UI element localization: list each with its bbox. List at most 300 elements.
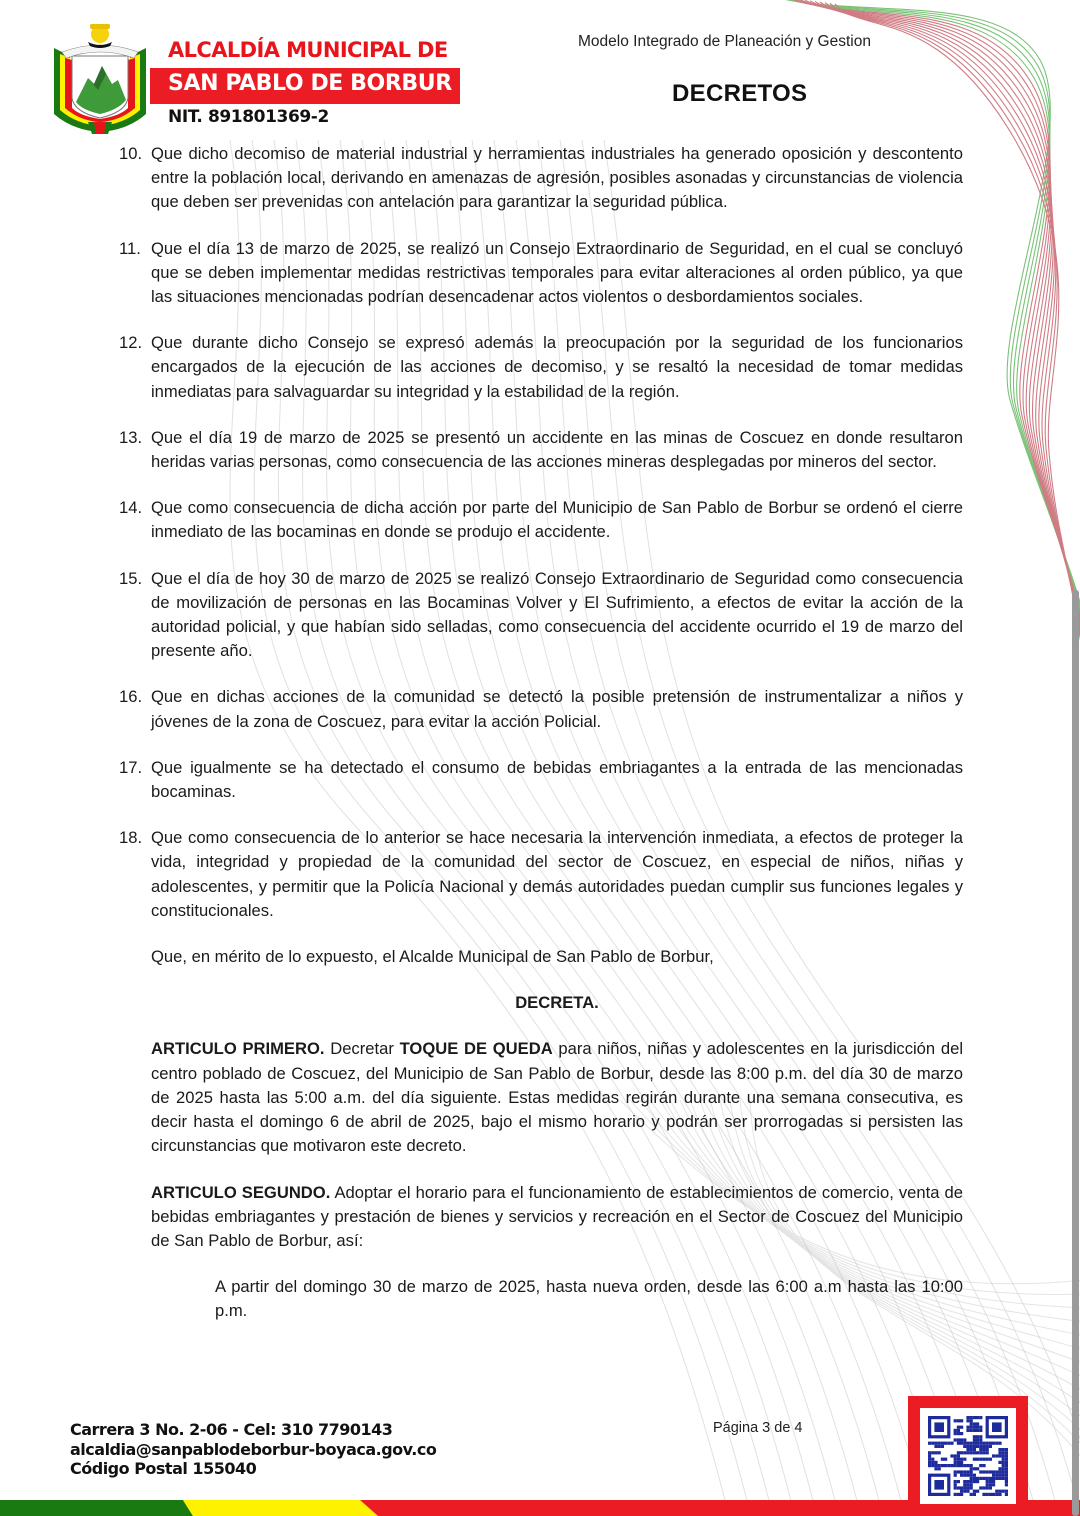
qr-module — [954, 1483, 957, 1486]
qr-module — [970, 1419, 973, 1422]
qr-module — [973, 1480, 976, 1483]
qr-module — [973, 1477, 976, 1480]
item-text: Que el día 13 de marzo de 2025, se realizó un Consejo Extraordinario de Seguridad, en el cual se concluyó que se deben implementar medidas restrictivas temporales para evitar alteraciones al orden público, ya que las situaciones mencionadas podrían desencadenar actos violentos o desbordamientos sociales. — [151, 238, 963, 307]
qr-module — [998, 1451, 1001, 1454]
qr-module — [1002, 1448, 1005, 1451]
qr-module — [973, 1445, 976, 1448]
item-number: 17. — [119, 757, 143, 777]
qr-module — [995, 1442, 998, 1445]
item-text: Que como consecuencia de dicha acción por parte del Municipio de San Pablo de Borbur se ordenó el cierre inmediato de las bocaminas en donde se produjo el accidente. — [151, 498, 963, 542]
qr-module — [963, 1458, 966, 1461]
qr-module — [982, 1445, 985, 1448]
qr-module — [931, 1442, 934, 1445]
qr-module — [934, 1461, 937, 1464]
qr-module — [966, 1419, 969, 1422]
qr-module — [960, 1464, 963, 1467]
qr-module — [963, 1438, 966, 1441]
item-text: Que en dichas acciones de la comunidad se detectó la posible pretensión de instrumentalizar a niños y jóvenes de la zona de Coscuez, para evitar la acción Policial. — [151, 687, 963, 731]
article-segundo — [119, 1181, 963, 1254]
qr-module — [963, 1474, 966, 1477]
qr-module — [989, 1493, 992, 1496]
band-yellow — [183, 1500, 378, 1516]
qr-module — [973, 1416, 976, 1419]
qr-module — [944, 1464, 947, 1467]
qr-module — [954, 1454, 957, 1457]
qr-module — [982, 1493, 985, 1496]
qr-module — [973, 1467, 976, 1470]
qr-module — [970, 1416, 973, 1419]
qr-module — [963, 1470, 966, 1473]
qr-module — [960, 1426, 963, 1429]
consideration-item — [119, 331, 963, 404]
qr-module — [957, 1470, 960, 1473]
qr-module — [1002, 1470, 1005, 1473]
qr-module — [998, 1490, 1001, 1493]
qr-module — [998, 1474, 1001, 1477]
qr-module — [934, 1445, 937, 1448]
qr-module — [989, 1442, 992, 1445]
qr-module — [957, 1432, 960, 1435]
qr-module — [954, 1493, 957, 1496]
qr-module — [960, 1451, 963, 1454]
qr-module — [1005, 1467, 1008, 1470]
considerations-list — [119, 142, 963, 923]
qr-module — [963, 1442, 966, 1445]
qr-module — [954, 1480, 957, 1483]
qr-module — [954, 1419, 957, 1422]
qr-module — [950, 1464, 953, 1467]
item-number: 13. — [119, 427, 143, 447]
qr-module — [979, 1448, 982, 1451]
qr-module — [970, 1451, 973, 1454]
qr-module — [960, 1474, 963, 1477]
qr-module — [970, 1445, 973, 1448]
qr-module — [960, 1461, 963, 1464]
qr-module — [963, 1483, 966, 1486]
qr-module — [976, 1451, 979, 1454]
qr-module — [976, 1490, 979, 1493]
qr-module — [982, 1477, 985, 1480]
qr-module — [992, 1474, 995, 1477]
qr-module — [1002, 1451, 1005, 1454]
qr-module — [960, 1490, 963, 1493]
qr-module — [954, 1458, 957, 1461]
qr-module — [979, 1442, 982, 1445]
qr-module — [1005, 1490, 1008, 1493]
qr-module — [938, 1467, 941, 1470]
qr-module — [928, 1458, 931, 1461]
qr-module — [1005, 1483, 1008, 1486]
qr-code[interactable] — [928, 1416, 1008, 1496]
qr-module — [989, 1458, 992, 1461]
qr-module — [973, 1493, 976, 1496]
qr-module — [986, 1483, 989, 1486]
qr-module — [973, 1442, 976, 1445]
qr-module — [973, 1426, 976, 1429]
qr-module — [986, 1493, 989, 1496]
qr-module — [998, 1467, 1001, 1470]
consideration-item — [119, 496, 963, 544]
qr-module — [979, 1477, 982, 1480]
qr-module — [1002, 1458, 1005, 1461]
qr-module — [970, 1470, 973, 1473]
qr-module — [998, 1448, 1001, 1451]
item-text: Que el día de hoy 30 de marzo de 2025 se realizó Consejo Extraordinario de Seguridad como consecuencia de movilización de personas en las Bocaminas Volver y El Sufrimiento, a efectos de evitar la acción de la autoridad policial, y que habían sido selladas, como consecuencia del accidente ocurrido el 19 de marzo del presente año. — [151, 568, 963, 661]
qr-module — [963, 1486, 966, 1489]
qr-module — [931, 1451, 934, 1454]
qr-module — [979, 1470, 982, 1473]
item-number: 11. — [119, 238, 141, 258]
municipal-crest-logo — [48, 18, 152, 134]
qr-module — [970, 1474, 973, 1477]
header-doc-type: DECRETOS — [672, 80, 808, 107]
qr-module — [960, 1470, 963, 1473]
qr-module — [973, 1451, 976, 1454]
consideration-item — [119, 567, 963, 664]
brand-name-line1: ALCALDÍA MUNICIPAL DE — [168, 38, 448, 62]
qr-module — [947, 1442, 950, 1445]
qr-module — [966, 1448, 969, 1451]
qr-module — [973, 1448, 976, 1451]
brand-nit: NIT. 891801369-2 — [168, 107, 329, 127]
footer-email[interactable]: alcaldia@sanpablodeborbur-boyaca.gov.co — [70, 1439, 437, 1459]
qr-module — [986, 1480, 989, 1483]
consideration-item — [119, 237, 963, 310]
item-number: 18. — [119, 828, 143, 848]
qr-module — [957, 1451, 960, 1454]
qr-module — [957, 1442, 960, 1445]
qr-module — [998, 1454, 1001, 1457]
qr-module — [989, 1470, 992, 1473]
article-text: Decretar — [324, 1039, 400, 1059]
qr-module — [957, 1461, 960, 1464]
article-segundo-schedule: A partir del domingo 30 de marzo de 2025, hasta nueva orden, desde las 6:00 a.m hasta las 10:00 p.m. — [215, 1277, 963, 1321]
qr-module — [995, 1454, 998, 1457]
qr-module — [966, 1490, 969, 1493]
qr-module — [986, 1442, 989, 1445]
item-number: 16. — [119, 687, 143, 707]
qr-module — [954, 1464, 957, 1467]
qr-module — [986, 1448, 989, 1451]
qr-module — [960, 1432, 963, 1435]
qr-module — [938, 1445, 941, 1448]
qr-module — [995, 1477, 998, 1480]
qr-module — [941, 1458, 944, 1461]
qr-module — [979, 1416, 982, 1419]
item-text: Que el día 19 de marzo de 2025 se presentó un accidente en las minas de Coscuez en donde resultaron heridas varias personas, como consecuencia de las acciones mineras desplegadas por mineros del sector. — [151, 427, 963, 472]
document-body — [119, 142, 963, 1324]
qr-module — [986, 1451, 989, 1454]
qr-module — [979, 1464, 982, 1467]
qr-module — [960, 1458, 963, 1461]
qr-module — [963, 1451, 966, 1454]
qr-module — [1005, 1464, 1008, 1467]
qr-module — [970, 1429, 973, 1432]
qr-module — [970, 1486, 973, 1489]
qr-module — [970, 1483, 973, 1486]
qr-module — [982, 1486, 985, 1489]
qr-module — [976, 1422, 979, 1425]
qr-module — [1005, 1474, 1008, 1477]
qr-module — [982, 1464, 985, 1467]
qr-module — [976, 1426, 979, 1429]
qr-module — [982, 1451, 985, 1454]
qr-module — [1005, 1458, 1008, 1461]
qr-module — [957, 1464, 960, 1467]
qr-module — [992, 1422, 1002, 1432]
qr-module — [1002, 1461, 1005, 1464]
qr-module — [976, 1477, 979, 1480]
qr-module — [960, 1442, 963, 1445]
qr-module — [973, 1438, 976, 1441]
consideration-item — [119, 426, 963, 474]
footer-address: Carrera 3 No. 2-06 - Cel: 310 7790143 — [70, 1420, 393, 1439]
qr-module — [989, 1445, 992, 1448]
qr-module — [957, 1419, 960, 1422]
qr-module — [979, 1426, 982, 1429]
item-text: Que dicho decomiso de material industrial y herramientas industriales ha generado oposición y descontento entre la población local, derivando en amenazas de agresión, posibles asonadas y circunstancias de violencia que deben ser prevenidas con antelación para garantizar la seguridad pública. — [151, 144, 963, 212]
qr-module — [957, 1486, 960, 1489]
qr-module — [1005, 1477, 1008, 1480]
qr-module — [957, 1454, 960, 1457]
qr-module — [998, 1470, 1001, 1473]
qr-module — [1005, 1480, 1008, 1483]
qr-module — [998, 1461, 1001, 1464]
qr-module — [966, 1445, 969, 1448]
qr-module — [982, 1448, 985, 1451]
qr-module — [1005, 1493, 1008, 1496]
qr-module — [957, 1438, 960, 1441]
qr-module — [950, 1454, 953, 1457]
qr-module — [986, 1458, 989, 1461]
qr-module — [1002, 1490, 1005, 1493]
consideration-item — [119, 756, 963, 804]
qr-module — [947, 1464, 950, 1467]
qr-module — [982, 1442, 985, 1445]
qr-module — [976, 1458, 979, 1461]
qr-module — [938, 1451, 941, 1454]
qr-module — [982, 1458, 985, 1461]
qr-module — [989, 1483, 992, 1486]
qr-module — [979, 1435, 982, 1438]
qr-module — [928, 1464, 931, 1467]
consideration-item — [119, 826, 963, 923]
header-model-label: Modelo Integrado de Planeación y Gestion — [578, 33, 871, 50]
qr-module — [992, 1477, 995, 1480]
qr-module — [938, 1464, 941, 1467]
qr-module — [995, 1493, 998, 1496]
consideration-item — [119, 142, 963, 215]
qr-module — [941, 1445, 944, 1448]
qr-module — [970, 1467, 973, 1470]
qr-module — [957, 1480, 960, 1483]
qr-module — [954, 1486, 957, 1489]
qr-module — [979, 1486, 982, 1489]
qr-module — [973, 1422, 976, 1425]
qr-module — [934, 1422, 944, 1432]
merit-paragraph: Que, en mérito de lo expuesto, el Alcalde Municipal de San Pablo de Borbur, — [151, 947, 714, 967]
qr-module — [941, 1464, 944, 1467]
qr-module — [928, 1451, 931, 1454]
article-text: para niños, niñas y adolescentes en la jurisdicción del centro poblado de Coscuez, del Municipio de San Pablo de Borbur, desde las 8:00 p.m. del día 30 de marzo de 2025 hasta las 5:00 a.m. del día siguiente. Estas medidas regirán durante una semana consecutiva, es decir hasta el domingo 6 de abril de 2025, bajo el mismo horario y podrán ser prorrogadas si persisten las circunstancias que motivaron este decreto. — [151, 1039, 963, 1156]
qr-module — [970, 1480, 973, 1483]
qr-module — [973, 1429, 976, 1432]
article-label: ARTICULO SEGUNDO. — [151, 1182, 331, 1202]
qr-module — [970, 1477, 973, 1480]
qr-module — [966, 1426, 969, 1429]
qr-module — [973, 1474, 976, 1477]
article-label: ARTICULO PRIMERO. — [151, 1039, 325, 1059]
item-text: Que como consecuencia de lo anterior se hace necesaria la intervención inmediata, a efectos de proteger la vida, integridad y propiedad de la comunidad del sector de Coscuez, en especial de niños, niñas y adolescentes, y permitir que la Policía Nacional y demás autoridades puedan cumplir sus funciones legales y constitucionales. — [151, 828, 963, 920]
qr-module — [928, 1454, 931, 1457]
article-text: Adoptar el horario para el funcionamiento de establecimientos de comercio, venta de bebidas embriagantes y prestación de bienes y servicios y recreación en el Sector de Coscuez del Municipio de San Pablo de Borbur, así: — [151, 1182, 963, 1250]
qr-module — [976, 1445, 979, 1448]
qr-module — [1002, 1464, 1005, 1467]
qr-module — [954, 1474, 957, 1477]
qr-module — [979, 1445, 982, 1448]
qr-module — [966, 1480, 969, 1483]
qr-module — [979, 1458, 982, 1461]
qr-module — [970, 1493, 973, 1496]
scrollbar-thumb[interactable] — [1072, 590, 1079, 1516]
qr-module — [966, 1464, 969, 1467]
qr-module — [960, 1493, 963, 1496]
qr-module — [963, 1464, 966, 1467]
footer-contact — [70, 1420, 436, 1479]
qr-module — [931, 1461, 934, 1464]
qr-module — [1005, 1454, 1008, 1457]
qr-module — [970, 1422, 973, 1425]
qr-module — [934, 1442, 937, 1445]
qr-module — [1002, 1467, 1005, 1470]
qr-module — [934, 1467, 937, 1470]
qr-module — [976, 1442, 979, 1445]
qr-module — [976, 1480, 979, 1483]
qr-module — [998, 1493, 1001, 1496]
qr-module — [934, 1480, 944, 1490]
qr-module — [976, 1435, 979, 1438]
qr-module — [982, 1470, 985, 1473]
qr-module — [966, 1470, 969, 1473]
qr-module — [957, 1493, 960, 1496]
qr-module — [931, 1458, 934, 1461]
qr-module — [986, 1470, 989, 1473]
curfew-emphasis: TOQUE DE QUEDA — [399, 1039, 553, 1059]
qr-module — [954, 1461, 957, 1464]
consideration-item — [119, 685, 963, 733]
qr-module — [966, 1486, 969, 1489]
qr-module — [928, 1461, 931, 1464]
qr-module — [966, 1451, 969, 1454]
qr-module — [970, 1442, 973, 1445]
qr-module — [966, 1483, 969, 1486]
qr-module — [963, 1490, 966, 1493]
qr-module — [938, 1442, 941, 1445]
qr-module — [963, 1445, 966, 1448]
qr-module — [992, 1442, 995, 1445]
qr-module — [954, 1470, 957, 1473]
qr-module — [995, 1474, 998, 1477]
qr-module — [954, 1438, 957, 1441]
qr-module — [960, 1419, 963, 1422]
qr-module — [957, 1429, 960, 1432]
qr-module — [976, 1467, 979, 1470]
item-number: 12. — [119, 333, 143, 353]
qr-module — [970, 1464, 973, 1467]
qr-module — [995, 1490, 998, 1493]
qr-module — [954, 1432, 957, 1435]
qr-module — [931, 1464, 934, 1467]
qr-module — [966, 1442, 969, 1445]
qr-module — [1005, 1461, 1008, 1464]
qr-module — [992, 1454, 995, 1457]
qr-module — [1005, 1451, 1008, 1454]
qr-module — [970, 1448, 973, 1451]
qr-module — [934, 1464, 937, 1467]
qr-module — [973, 1435, 976, 1438]
qr-module — [998, 1442, 1001, 1445]
qr-module — [966, 1416, 969, 1419]
qr-module — [1002, 1474, 1005, 1477]
qr-module — [950, 1442, 953, 1445]
qr-module — [1005, 1448, 1008, 1451]
qr-module — [976, 1416, 979, 1419]
qr-module — [986, 1486, 989, 1489]
brand-name-line2: SAN PABLO DE BORBUR — [168, 71, 452, 96]
qr-module — [986, 1477, 989, 1480]
decreta-title: DECRETA. — [515, 993, 599, 1013]
qr-module — [995, 1470, 998, 1473]
qr-module — [989, 1477, 992, 1480]
qr-module — [954, 1429, 957, 1432]
qr-module — [1005, 1470, 1008, 1473]
qr-module — [989, 1486, 992, 1489]
page-number: Página 3 de 4 — [713, 1420, 803, 1436]
item-text: Que durante dicho Consejo se expresó además la preocupación por la seguridad de los funcionarios encargados de la ejecución de las acciones de decomiso, y se resaltó la necesidad de tomar medidas inmediatas para salvaguardar su integridad y la estabilidad de la región. — [151, 333, 963, 401]
qr-module — [941, 1442, 944, 1445]
qr-module — [966, 1474, 969, 1477]
qr-module — [966, 1429, 969, 1432]
band-green — [0, 1500, 193, 1516]
item-number: 14. — [119, 498, 143, 518]
item-text: Que igualmente se ha detectado el consumo de bebidas embriagantes a la entrada de las mencionadas bocaminas. — [151, 757, 963, 802]
qr-module — [957, 1458, 960, 1461]
item-number: 10. — [119, 144, 143, 163]
qr-module — [1002, 1477, 1005, 1480]
footer-postal: Código Postal 155040 — [70, 1459, 257, 1478]
qr-module — [960, 1486, 963, 1489]
qr-module — [979, 1451, 982, 1454]
qr-code-frame — [908, 1396, 1028, 1516]
qr-module — [934, 1451, 937, 1454]
qr-module — [944, 1458, 947, 1461]
qr-module — [1002, 1454, 1005, 1457]
article-primero — [119, 1037, 963, 1158]
qr-module — [979, 1429, 982, 1432]
qr-module — [992, 1480, 995, 1483]
qr-module — [992, 1470, 995, 1473]
qr-module — [970, 1426, 973, 1429]
qr-module — [928, 1442, 931, 1445]
item-number: 15. — [119, 568, 143, 588]
qr-module — [976, 1429, 979, 1432]
qr-module — [973, 1458, 976, 1461]
qr-module — [973, 1490, 976, 1493]
qr-module — [976, 1438, 979, 1441]
qr-module — [957, 1426, 960, 1429]
qr-module — [960, 1438, 963, 1441]
qr-module — [979, 1438, 982, 1441]
